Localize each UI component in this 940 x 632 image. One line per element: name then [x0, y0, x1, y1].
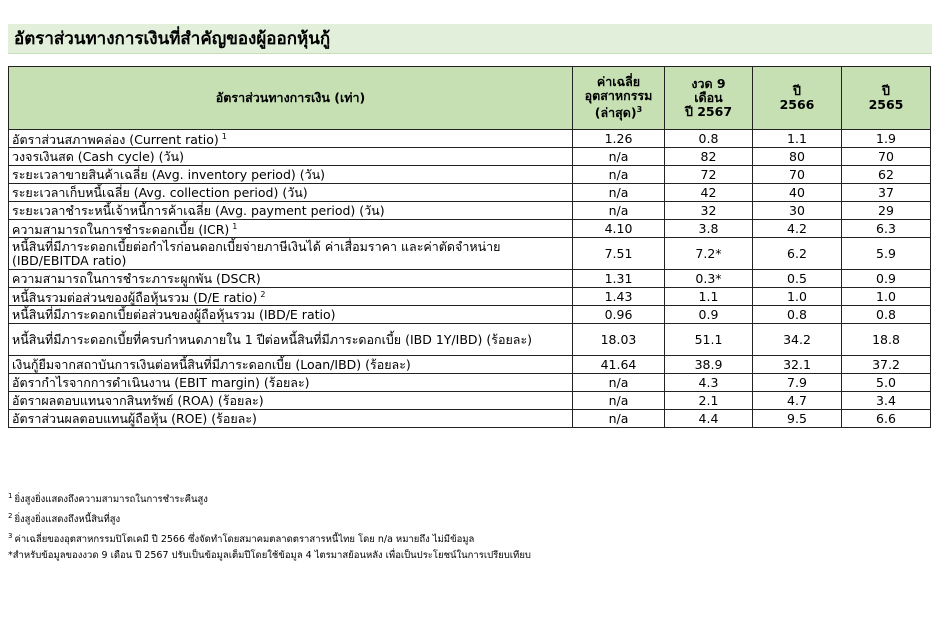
nine-month-value: 7.2*	[665, 238, 753, 270]
section-title: อัตราส่วนทางการเงินที่สำคัญของผู้ออกหุ้นกู้	[8, 24, 932, 54]
row-label-cell	[9, 288, 573, 306]
table-row	[9, 324, 931, 356]
table-row	[9, 202, 931, 220]
row-label: อัตราส่วนสภาพคล่อง (Current ratio)	[12, 132, 219, 148]
table-row	[9, 410, 931, 428]
header-metric: อัตราส่วนทางการเงิน (เท่า)	[9, 67, 573, 130]
row-label: เงินกู้ยืมจากสถาบันการเงินต่อหนี้สินที่มีภาระดอกเบี้ย (Loan/IBD) (ร้อยละ)	[12, 356, 411, 372]
table-row	[9, 306, 931, 324]
year-2566-value: 34.2	[753, 324, 842, 356]
footnote	[8, 528, 930, 548]
industry-average-value: n/a	[573, 166, 665, 184]
row-label-cell	[9, 324, 573, 356]
table-header-row	[9, 67, 931, 130]
footnote-text: *สำหรับข้อมูลของงวด 9 เดือน ปี 2567 ปรับเป็นข้อมูลเต็มปีโดยใช้ข้อมูล 4 ไตรมาสย้อนหลัง เพื่อเป็นประโยชน์ในการเปรียบเทียบ	[8, 550, 531, 562]
row-label-cell	[9, 130, 573, 148]
year-2566-value: 30	[753, 202, 842, 220]
financial-ratios-table	[8, 66, 931, 428]
nine-month-value: 82	[665, 148, 753, 166]
header-year-2565	[842, 67, 931, 130]
row-footnote-mark: 2	[260, 290, 266, 300]
table-row	[9, 184, 931, 202]
footnote	[8, 548, 930, 564]
nine-month-value: 38.9	[665, 356, 753, 374]
year-2565-value: 5.9	[842, 238, 931, 270]
table-row	[9, 166, 931, 184]
table-row	[9, 130, 931, 148]
year-2565-value: 5.0	[842, 374, 931, 392]
row-label: อัตราผลตอบแทนจากสินทรัพย์ (ROA) (ร้อยละ)	[12, 392, 264, 408]
year-2566-value: 0.8	[753, 306, 842, 324]
row-label: ความสามารถในการชำระภาระผูกพัน (DSCR)	[12, 270, 261, 286]
year-2565-value: 1.9	[842, 130, 931, 148]
year-2565-value: 37	[842, 184, 931, 202]
row-label-cell	[9, 148, 573, 166]
year-2565-value: 37.2	[842, 356, 931, 374]
table-row	[9, 220, 931, 238]
year-2566-value: 0.5	[753, 270, 842, 288]
footnote-number: 3	[8, 532, 13, 541]
row-label: หนี้สินรวมต่อส่วนของผู้ถือหุ้นรวม (D/E ratio)	[12, 290, 258, 306]
year-2565-value: 0.8	[842, 306, 931, 324]
year-2566-value: 7.9	[753, 374, 842, 392]
header-9m-line-3: ปี 2567	[684, 104, 733, 119]
industry-average-value: n/a	[573, 202, 665, 220]
table-row	[9, 392, 931, 410]
nine-month-value: 0.3*	[665, 270, 753, 288]
header-industry-line-2: อุตสาหกรรม	[584, 88, 653, 104]
footnote-text: ยิ่งสูงยิ่งแสดงถึงความสามารถในการชำระคืนสูง	[14, 494, 208, 506]
nine-month-value: 32	[665, 202, 753, 220]
nine-month-value: 0.8	[665, 130, 753, 148]
header-industry-average	[573, 67, 665, 130]
header-2566-line-2: 2566	[779, 97, 815, 112]
footnote-number: 1	[8, 492, 13, 500]
industry-average-value: 18.03	[573, 324, 665, 356]
nine-month-value: 51.1	[665, 324, 753, 356]
year-2566-value: 70	[753, 166, 842, 184]
nine-month-value: 4.3	[665, 374, 753, 392]
row-label-cell	[9, 374, 573, 392]
row-label-cell	[9, 356, 573, 374]
footnote-number: 2	[8, 512, 13, 521]
row-label-cell	[9, 270, 573, 288]
industry-average-value: 1.43	[573, 288, 665, 306]
nine-month-value: 4.4	[665, 410, 753, 428]
table-body	[9, 130, 931, 428]
year-2566-value: 4.2	[753, 220, 842, 238]
header-2566-line-1: ปี	[793, 83, 801, 98]
row-label: อัตรากำไรจากการดำเนินงาน (EBIT margin) (ร้อยละ)	[12, 374, 310, 390]
nine-month-value: 2.1	[665, 392, 753, 410]
nine-month-value: 0.9	[665, 306, 753, 324]
footnote-text: ค่าเฉลี่ยของอุตสาหกรรมปิโตเคมี ปี 2566 ซึ่งจัดทำโดยสมาคมตลาดตราสารหนี้ไทย โดย n/a หมายถึง ไม่มีข้อมูล	[14, 534, 475, 546]
table-row	[9, 270, 931, 288]
industry-average-value: 7.51	[573, 238, 665, 270]
row-footnote-mark: 1	[221, 132, 227, 141]
row-label: วงจรเงินสด (Cash cycle) (วัน)	[12, 148, 184, 164]
table-row	[9, 238, 931, 270]
header-industry-footnote-mark: 3	[636, 105, 643, 115]
header-2565-line-1: ปี	[882, 83, 890, 98]
row-label-cell	[9, 306, 573, 324]
year-2566-value: 9.5	[753, 410, 842, 428]
table-row	[9, 374, 931, 392]
industry-average-value: 0.96	[573, 306, 665, 324]
row-label-cell	[9, 410, 573, 428]
footnote-text: ยิ่งสูงยิ่งแสดงถึงหนี้สินที่สูง	[14, 514, 121, 526]
industry-average-value: n/a	[573, 184, 665, 202]
year-2566-value: 1.1	[753, 130, 842, 148]
industry-average-value: 1.26	[573, 130, 665, 148]
footnotes	[8, 488, 930, 564]
nine-month-value: 1.1	[665, 288, 753, 306]
row-label-cell	[9, 392, 573, 410]
nine-month-value: 42	[665, 184, 753, 202]
industry-average-value: n/a	[573, 374, 665, 392]
row-label: อัตราส่วนผลตอบแทนผู้ถือหุ้น (ROE) (ร้อยละ)	[12, 410, 257, 426]
row-label-cell	[9, 202, 573, 220]
row-label-cell	[9, 166, 573, 184]
row-label: หนี้สินที่มีภาระดอกเบี้ยต่อส่วนของผู้ถือหุ้นรวม (IBD/E ratio)	[12, 306, 336, 322]
row-label-cell	[9, 238, 573, 270]
row-label-cell	[9, 220, 573, 238]
table-row	[9, 356, 931, 374]
year-2565-value: 29	[842, 202, 931, 220]
table-row	[9, 148, 931, 166]
header-industry-line-1: ค่าเฉลี่ย	[596, 74, 641, 90]
year-2565-value: 18.8	[842, 324, 931, 356]
nine-month-value: 72	[665, 166, 753, 184]
row-label-cell	[9, 184, 573, 202]
year-2566-value: 1.0	[753, 288, 842, 306]
header-9m-line-2: เดือน	[694, 90, 723, 105]
year-2566-value: 32.1	[753, 356, 842, 374]
year-2565-value: 1.0	[842, 288, 931, 306]
header-nine-month-2567	[665, 67, 753, 130]
row-label: หนี้สินที่มีภาระดอกเบี้ยต่อกำไรก่อนดอกเบี้ยจ่ายภาษีเงินได้ ค่าเสื่อมราคา และค่าตัดจำหน่าย (IBD/EBITDA ratio)	[12, 238, 501, 268]
row-label: ความสามารถในการชำระดอกเบี้ย (ICR)	[12, 222, 230, 238]
table-row	[9, 288, 931, 306]
footnote	[8, 488, 930, 508]
year-2566-value: 40	[753, 184, 842, 202]
header-year-2566	[753, 67, 842, 130]
industry-average-value: 41.64	[573, 356, 665, 374]
year-2565-value: 0.9	[842, 270, 931, 288]
industry-average-value: n/a	[573, 410, 665, 428]
industry-average-value: n/a	[573, 392, 665, 410]
row-footnote-mark: 1	[232, 222, 238, 232]
header-industry-line-3: (ล่าสุด)	[594, 105, 637, 121]
nine-month-value: 3.8	[665, 220, 753, 238]
row-label: หนี้สินที่มีภาระดอกเบี้ยที่ครบกำหนดภายใน 1 ปีต่อหนี้สินที่มีภาระดอกเบี้ย (IBD 1Y/IBD) (ร้อยละ)	[12, 331, 533, 347]
year-2565-value: 3.4	[842, 392, 931, 410]
row-label: ระยะเวลาชำระหนี้เจ้าหนี้การค้าเฉลี่ย (Avg. payment period) (วัน)	[12, 202, 385, 218]
header-9m-line-1: งวด 9	[691, 76, 726, 91]
year-2566-value: 80	[753, 148, 842, 166]
industry-average-value: 1.31	[573, 270, 665, 288]
year-2565-value: 6.3	[842, 220, 931, 238]
year-2566-value: 6.2	[753, 238, 842, 270]
industry-average-value: n/a	[573, 148, 665, 166]
row-label: ระยะเวลาเก็บหนี้เฉลี่ย (Avg. collection period) (วัน)	[12, 184, 308, 200]
header-2565-line-2: 2565	[868, 97, 904, 112]
year-2565-value: 62	[842, 166, 931, 184]
year-2565-value: 70	[842, 148, 931, 166]
year-2565-value: 6.6	[842, 410, 931, 428]
year-2566-value: 4.7	[753, 392, 842, 410]
footnote	[8, 508, 930, 528]
industry-average-value: 4.10	[573, 220, 665, 238]
row-label: ระยะเวลาขายสินค้าเฉลี่ย (Avg. inventory period) (วัน)	[12, 166, 326, 182]
